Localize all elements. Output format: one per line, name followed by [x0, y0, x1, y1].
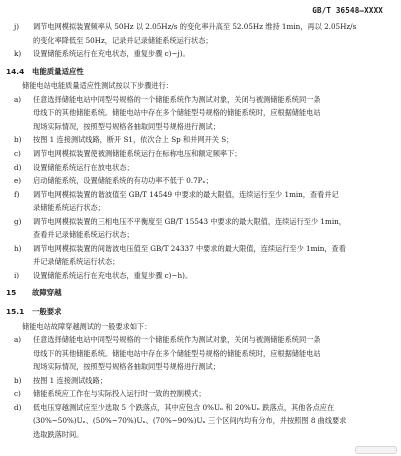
paragraph-text: (30%~50%)Uₙ、(50%~70%)Uₙ、(70%~90%)Uₙ 三个区间内均有分布，并按照图 8 曲线要求 [33, 416, 347, 426]
list-marker: j) [14, 22, 20, 31]
list-marker: e) [14, 176, 22, 186]
section-heading [6, 305, 62, 318]
section-number: 15 [6, 288, 17, 298]
paragraph-text: 选取跌落时间。 [33, 429, 84, 439]
paragraph-text: 任意选择储能电站中同型号规格的一个储能系统作为测试对象，关闭与被测储能系统同一条 [33, 94, 321, 104]
list-marker: c) [14, 389, 21, 399]
paragraph-text: 调节电网模拟装置频率从 50Hz 以 2.05Hz/s 的变化率升高至 52.05Hz 维持 1min，再以 2.05Hz/s [33, 22, 357, 31]
list-marker: a) [14, 335, 22, 345]
list-marker: a) [14, 94, 22, 104]
section-title: 故障穿越 [32, 288, 62, 298]
paragraph-text: 储能电站电能质量适应性测试按以下步骤进行： [22, 81, 173, 91]
list-marker: d) [14, 402, 22, 412]
standard-code: GB/T 36548—XXXX [312, 6, 383, 15]
paragraph-text: 任意选择储能电站中同型号规格的一个储能系统作为测试对象，关闭与被测储能系统同一条 [33, 335, 321, 345]
paragraph-text: 按图 1 连接测试线路； [33, 375, 107, 385]
paragraph-text: 储能系统应工作在与实际投入运行时一致的控制模式； [33, 389, 206, 399]
paragraph-text: 调节电网模拟装置的间谐波电压值至 GB/T 24337 中要求的最大限值，连续运行至少 1min，查看 [33, 243, 346, 253]
section-heading [6, 286, 62, 299]
list-marker: h) [14, 243, 22, 253]
section-title: 电能质量适应性 [32, 66, 84, 76]
list-marker: d) [14, 162, 22, 172]
list-marker: b) [14, 135, 22, 145]
paragraph-text: 调节电网模拟装置使被测储能系统运行在标称电压和额定频率下； [33, 148, 242, 158]
list-marker: g) [14, 216, 22, 226]
paragraph-text: 母线下的其他储能系统。储能电站中存在多个储能型号规格的储能系统时，应根据储能电站 [33, 108, 321, 118]
paragraph-text: 调节电网模拟装置的谐波值至 GB/T 14549 中要求的最大限值，连续运行至少 1min，查看并记 [33, 189, 339, 199]
paragraph-text: 设置储能系统运行在放电状态； [33, 162, 134, 172]
paragraph-text: 查看并记录储能系统运行状态； [33, 230, 134, 240]
paragraph-text: 并记录储能系统运行状态； [33, 257, 120, 267]
paragraph-text: 的变化率降低至 50Hz，记录并记录储能系统运行状态； [33, 35, 213, 45]
paragraph-text: 现场实际情况，按照型号规格各抽取同型号规格进行测试； [33, 121, 220, 131]
paragraph-text: 设置储能系统运行在充电状态，重复步骤 c)~h)。 [33, 270, 193, 280]
list-marker: f) [14, 189, 20, 199]
section-number: 15.1 [6, 307, 25, 316]
paragraph-text: 调节电网模拟装置的三相电压不平衡度至 GB/T 15543 中要求的最大限值，连续运行至少 1min， [33, 216, 346, 226]
list-marker: b) [14, 375, 22, 385]
paragraph-text: 按图 1 连接测试线路，断开 S1，依次合上 Sp 和并网开关 S； [33, 135, 234, 145]
section-number: 14.4 [6, 66, 25, 76]
paragraph-text: 启动储能系统，设置储能系统的有功功率不低于 0.7Pₙ； [33, 176, 213, 186]
section-title: 一般要求 [32, 307, 62, 316]
list-marker: k) [14, 49, 22, 59]
section-heading [6, 65, 84, 78]
paragraph-text: 设置储能系统运行在充电状态，重复步骤 c)~j)。 [33, 49, 190, 59]
paragraph-text: 录储能系统运行状态； [33, 203, 105, 213]
list-marker: i) [14, 270, 20, 280]
paragraph-text: 低电压穿越测试应至少选取 5 个跌落点，其中应包含 0%Uₙ 和 20%Uₙ 跌落点，其他各点应在 [33, 402, 335, 412]
paragraph-text: 母线下的其他储能系统。储能电站中存在多个储能型号规格的储能系统时，应根据储能电站 [33, 348, 321, 358]
paragraph-text: 现场实际情况，按照型号规格各抽取同型号规格进行测试； [33, 362, 220, 372]
scroll-indicator [355, 446, 397, 454]
paragraph-text: 储能电站故障穿越测试的一般要求如下： [22, 321, 152, 331]
list-marker: c) [14, 148, 21, 158]
